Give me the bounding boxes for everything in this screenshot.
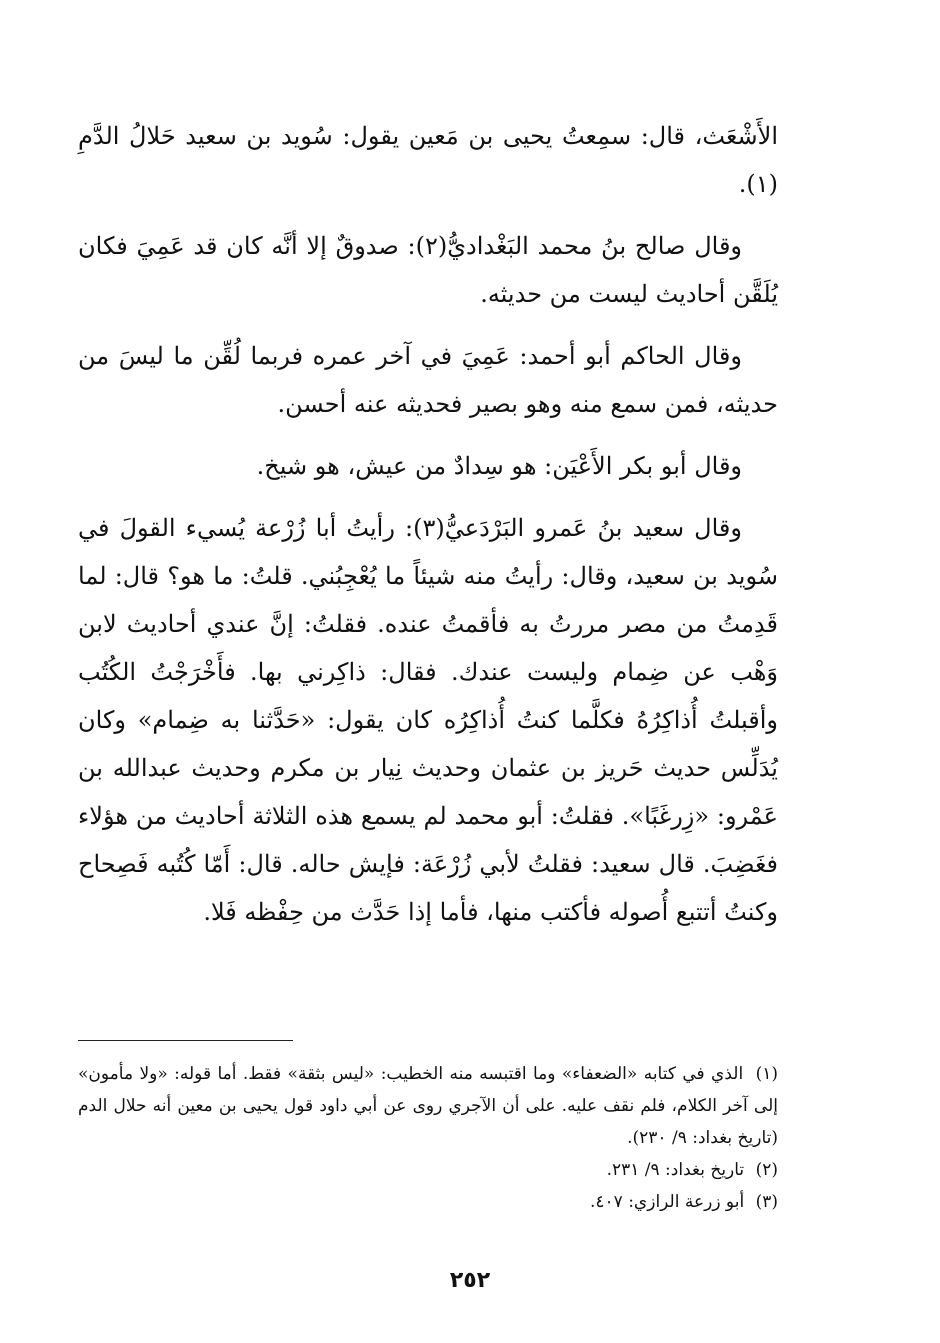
footnote-divider — [78, 1040, 293, 1041]
main-text — [78, 112, 778, 950]
footnotes — [78, 1058, 778, 1218]
footnote-text: تاريخ بغداد: ٩/ ٢٣١. — [606, 1160, 745, 1180]
paragraph: الأَشْعَث، قال: سمِعتُ يحيى بن مَعين يقول: سُويد بن سعيد حَلالُ الدَّمِ (١). — [78, 122, 778, 198]
paragraph: وقال صالح بنُ محمد البَغْداديُّ(٢): صدوقٌ إلا أنَّه كان قد عَمِيَ فكان يُلَقَّن أحاديث ليست من حديثه. — [78, 232, 778, 308]
footnote-text: أبو زرعة الرازي: ٤٠٧. — [589, 1192, 745, 1212]
footnote — [78, 1154, 778, 1186]
footnote-text: الذي في كتابه «الضعفاء» وما اقتبسه منه الخطيب: «ليس بثقة» فقط. أما قوله: «ولا مأمون» إلى آخر الكلام، فلم نقف عليه. على أن الآجري روى عن أبي داود قول يحيى بن معين أنه حلال الدم (تاريخ بغداد: ٩/ ٢٣٠). — [78, 1064, 778, 1148]
footnote-number: (٢) — [755, 1160, 778, 1180]
footnote-number: (١) — [755, 1064, 778, 1084]
paragraph: وقال سعيد بنُ عَمرو البَرْدَعيُّ(٣): رأيتُ أبا زُرْعة يُسيء القولَ في سُويد بن سعيد، وقال: رأيتُ منه شيئاً ما يُعْجِبُني. قلتُ: ما هو؟ قال: لما قَدِمتُ من مصر مررتُ به فأقمتُ عنده. فقلتُ: إنَّ عندي أحاديث لابن وَهْب عن ضِمام وليست عندك. فقال: ذاكِرني بها. فأَخْرَجْتُ الكُتُب وأقبلتُ أُذاكِرُهُ فكلَّما كنتُ أُذاكِرُه كان يقول: «حَدَّثنا به ضِمام» وكان يُدَلِّس حديث حَريز بن عثمان وحديث نِيار بن مكرم وحديث عبدالله بن عَمْرو: «زِرغَبًا». فقلتُ: أبو محمد لم يسمع هذه الثلاثة أحاديث من هؤلاء فغَضِبَ. قال سعيد: فقلتُ لأبي زُرْعَة: فإيش حاله. قال: أَمّا كُتُبه فَصِحاح وكنتُ أتتبع أُصوله فأكتب منها، فأما إذا حَدَّث من حِفْظه فَلا. — [78, 514, 779, 926]
footnote — [78, 1186, 778, 1218]
footnote — [78, 1058, 778, 1154]
page-number: ٢٥٢ — [449, 1268, 491, 1293]
footnote-number: (٣) — [755, 1192, 778, 1212]
paragraph: وقال الحاكم أبو أحمد: عَمِيَ في آخر عمره فربما لُقِّن ما ليسَ من حديثه، فمن سمع منه وهو بصير فحديثه عنه أحسن. — [78, 342, 778, 418]
paragraph: وقال أبو بكر الأَعْيَن: هو سِدادٌ من عيش، هو شيخ. — [256, 452, 742, 480]
